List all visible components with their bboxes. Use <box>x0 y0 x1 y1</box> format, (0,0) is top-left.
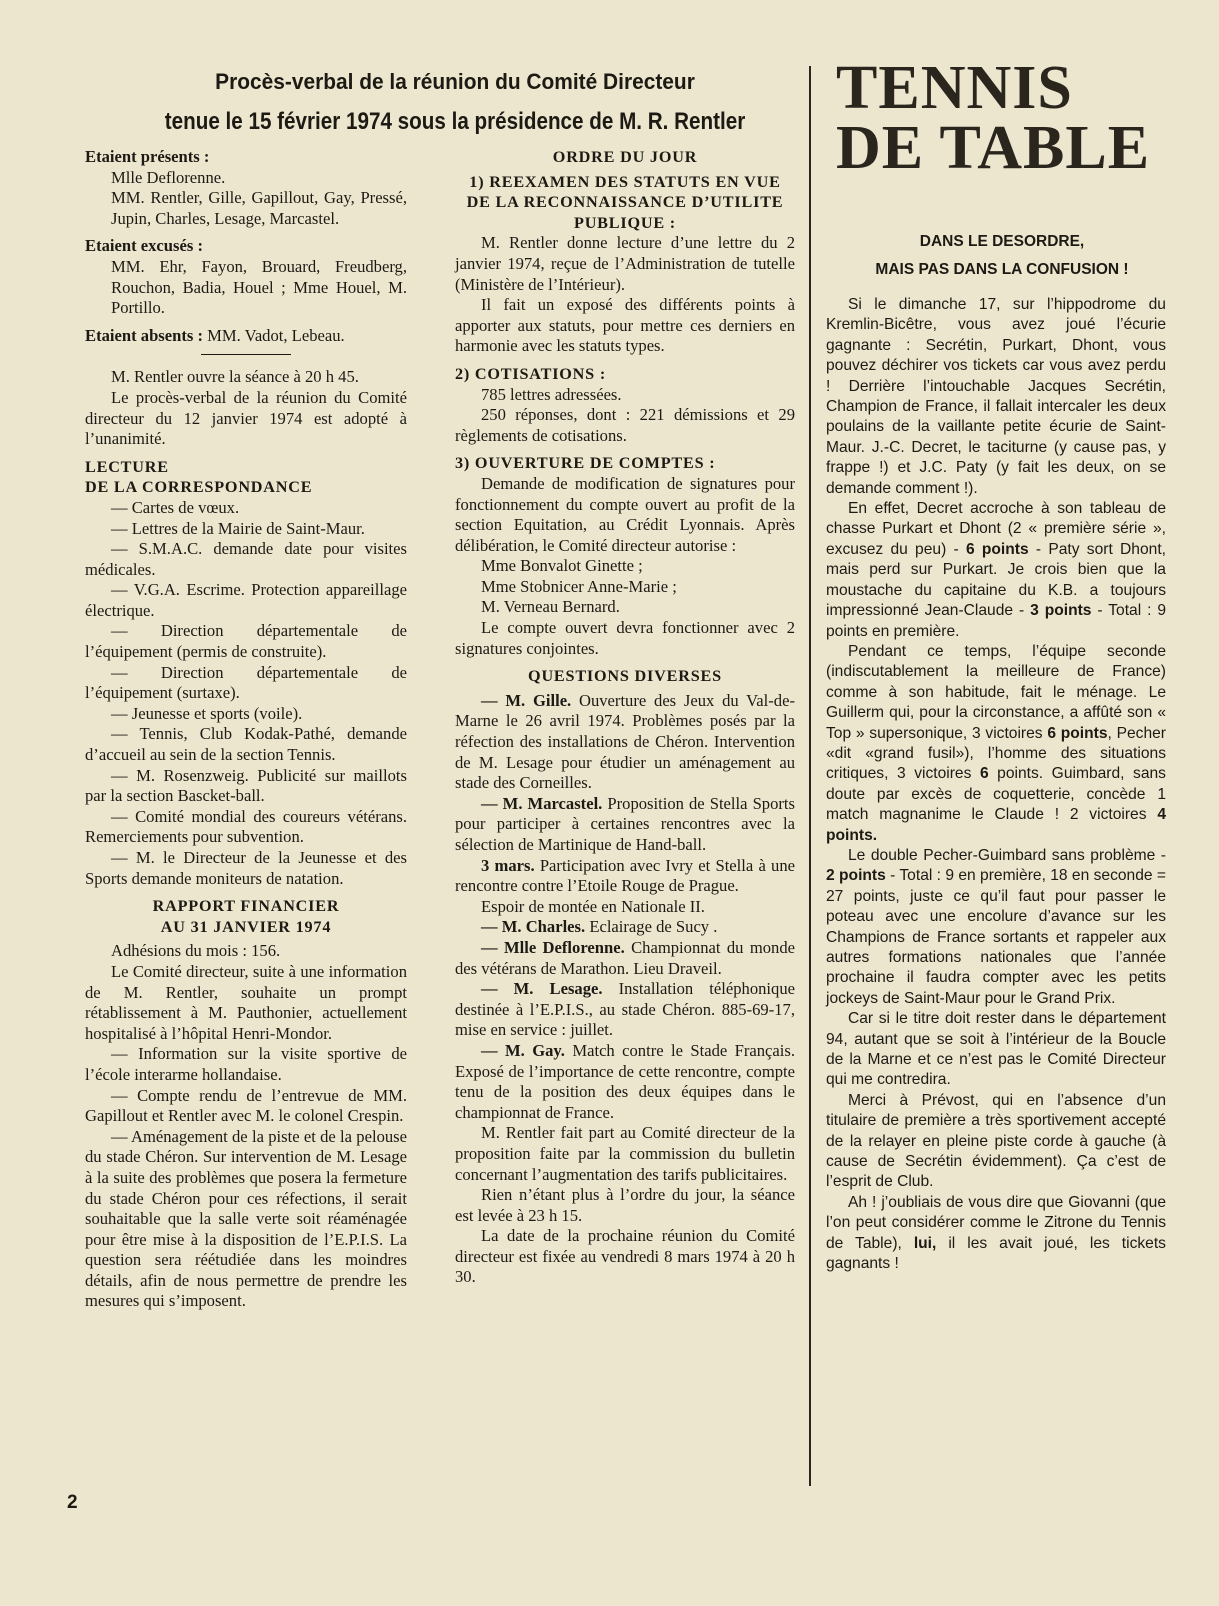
q-marcastel-name: — M. Marcastel. <box>481 793 603 813</box>
fin-item: Le Comité directeur, suite à une information de M. Rentler, souhaite un prompt rétablissement à M. Pauthonier, actuellement hospitalisé à l’hôpital Henri-Mondor. <box>85 961 407 1043</box>
fin-item: — Information sur la visite sportive de l’école interarme hollandaise. <box>85 1044 407 1084</box>
tt-p7-bold: lui, <box>913 1234 937 1252</box>
tt-p3-text: points. Guimbard, sans doute par excès de coquetterie, concède 1 match magnanime le Claude ! 2 victoires <box>826 765 1166 824</box>
tt-p2-bold: 3 points <box>1030 602 1092 620</box>
tt-p3-bold: 6 <box>979 765 989 783</box>
item1-heading: 1) REEXAMEN DES STATUTS EN VUE DE LA RECONNAISSANCE D’UTILITE PUBLIQUE : <box>466 172 784 232</box>
item3-name: Mme Bonvalot Ginette ; <box>481 556 643 576</box>
page-number: 2 <box>67 1492 78 1513</box>
q-marcastel-text: Proposition de Stella Sports pour participer à certaines rencontres avec la sélection de Martinique de Hand-ball. <box>455 793 795 854</box>
tt-p6: Merci à Prévost, qui en l’absence d’un titulaire de première a très sportivement accepté de la relayer en pleine piste corde à gauche (à cause de Secrétin évidemment). Ça c’est de l’esprit de Club. <box>826 1091 1166 1191</box>
q-mars-name: 3 mars. <box>481 855 535 875</box>
tt-p3-text: Pendant ce temps, l’équipe seconde (indiscutablement la meilleure de France) comme à son habitude, fait le ménage. Le Guillerm qui, pour la circonstance, a affûté son « Top » supersonique, 3 victoires <box>826 642 1166 742</box>
tt-p4 <box>826 846 1166 1009</box>
minutes-title-line2: tenue le 15 février 1974 sous la présidence de M. R. Rentler <box>164 108 746 135</box>
tennis-subtitle-line1: DANS LE DESORDRE, <box>919 233 1085 250</box>
item2-p1: 785 lettres adressées. <box>481 384 622 404</box>
corr-item: — S.M.A.C. demande date pour visites médicales. <box>85 539 407 579</box>
corr-item: — Lettres de la Mairie de Saint-Maur. <box>111 518 365 538</box>
tt-p2-bold: 6 points <box>965 540 1029 558</box>
closing-3: La date de la prochaine réunion du Comité directeur est fixée au vendredi 8 mars 1974 à 20 h 30. <box>455 1226 795 1287</box>
q-gay-name: — M. Gay. <box>481 1040 565 1060</box>
opening-2: Le procès-verbal de la réunion du Comité directeur du 12 janvier 1974 est adopté à l’unanimité. <box>85 387 407 449</box>
corr-item: — Direction départementale de l’équipement (permis de construite). <box>85 621 407 662</box>
tt-p1: Si le dimanche 17, sur l’hippodrome du Kremlin-Bicêtre, vous avez joué l’écurie gagnante : Secrétin, Purkart, Dhont, vous pouvez déchirer vos tickets car vous avez perdu ! Derrière l’intouchable Jacques Secrétin, Champion de France, il fallait intercaler les deux poulains de la vaillante petite écurie de Saint-Maur. J.-C. Decret, le taciturne (y cause pas, y frappe !) et J.C. Paty (y fait les deux, on se demande comment !). <box>826 296 1166 497</box>
item3-name: M. Verneau Bernard. <box>481 597 620 617</box>
minutes-title <box>90 62 820 142</box>
corr-item: — Jeunesse et sports (voile). <box>111 703 303 723</box>
corr-item: — Cartes de vœux. <box>111 497 240 517</box>
tt-p3-bold: 4 points. <box>826 806 1166 844</box>
lecture-heading-1: LECTURE <box>85 457 169 476</box>
column-3 <box>826 295 1166 1275</box>
questions-diverses-heading: QUESTIONS DIVERSES <box>528 667 722 686</box>
fin-item: — Aménagement de la piste et de la pelouse du stade Chéron. Sur intervention de M. Lesage à la suite des problèmes que posera la fermeture du stade Chéron pour ces réfections, il serait souhaitable que la salle verte soit réaménagée pour être mise à la disposition de l’E.P.I.S. La question sera réétudiée dans les moindres détails, afin de nous permettre de prendre les mesures qui s’imposent. <box>85 1126 407 1311</box>
corr-item: — Direction départementale de l’équipement (surtaxe). <box>85 662 407 703</box>
corr-item: — Tennis, Club Kodak-Pathé, demande d’accueil au sein de la section Tennis. <box>85 724 407 765</box>
q-marcastel <box>455 794 795 856</box>
tt-p3-bold: 6 points <box>1047 724 1108 742</box>
tt-p7-text: Ah ! j’oubliais de vous dire que Giovanni (que l’on peut considérer comme le Zitrone du Tennis de Table), <box>826 1193 1166 1252</box>
corr-item: — Comité mondial des coureurs vétérans. Remerciements pour subvention. <box>85 806 407 847</box>
item3-p1: Demande de modification de signatures pour fonctionnement du compte ouvert au profit de la section Equitation, au Crédit Lyonnais. Après délibération, le Comité directeur autorise : <box>455 473 795 555</box>
item3-p2: Le compte ouvert devra fonctionner avec 2 signatures conjointes. <box>455 618 795 658</box>
fin-item: Adhésions du mois : 156. <box>111 941 281 961</box>
item2-heading: 2) COTISATIONS : <box>455 364 607 383</box>
column-1 <box>85 147 407 1312</box>
absents-label: Etaient absents : <box>85 325 204 345</box>
corr-item: — V.G.A. Escrime. Protection appareillage électrique. <box>85 580 407 620</box>
tt-p3-text: , Pecher «dit «grand fusil»), l’homme des situations critiques, 3 victoires <box>826 724 1166 783</box>
ordre-du-jour-heading: ORDRE DU JOUR <box>552 148 698 166</box>
q-gille-text: Ouverture des Jeux du Val-de-Marne le 26 avril 1974. Problèmes posés par la réfection des installations de Chéron. Intervention de M. Lesage pour étudier un aménagement au stade des Corneilles. <box>455 690 795 793</box>
corr-item: — M. Rosenzweig. Publicité sur maillots par la section Bascket-ball. <box>85 765 407 806</box>
q-gay <box>455 1041 795 1123</box>
q-mars-text: Participation avec Ivry et Stella à une rencontre contre l’Etoile Rouge de Prague. <box>455 855 795 896</box>
q-lesage-name: — M. Lesage. <box>481 979 603 999</box>
tt-p2 <box>826 499 1166 642</box>
tennis-subtitle-line2: MAIS PAS DANS LA CONFUSION ! <box>875 261 1129 278</box>
tt-p4-bold: 2 points <box>826 867 886 885</box>
item3-name: Mme Stobnicer Anne-Marie ; <box>481 576 677 596</box>
minutes-title-line1: Procès-verbal de la réunion du Comité Directeur <box>215 69 695 94</box>
q-espoir: Espoir de montée en Nationale II. <box>481 896 705 916</box>
q-charles <box>455 917 795 938</box>
divider-rule <box>201 354 291 355</box>
tt-p5: Car si le titre doit rester dans le département 94, autant que se soit à l’intérieur de la Boucle de la Marne et ce n’est pas le Comité Directeur qui me contredira. <box>826 1010 1166 1089</box>
tt-p4-text: - Total : 9 en première, 18 en seconde = 27 points, juste ce qu’il faut pour passer le poteau avec une encolure d’avance sur les Champions de France sortants et rappeler aux autres formations nationales que l’année prochaine il faudra compter avec les petits jockeys de Saint-Maur pour le Grand Prix. <box>826 867 1167 1007</box>
fin-item: — Compte rendu de l’entrevue de MM. Gapillout et Rentler avec M. le colonel Crespin. <box>85 1085 407 1126</box>
tt-p2-text: - Paty sort Dhont, mais perd sur Purkart. Je crois bien que la moustache du capitaine du K.B. a toujours impressionné Jean-Claude - <box>826 540 1166 620</box>
closing-2: Rien n’étant plus à l’ordre du jour, la séance est levée à 23 h 15. <box>455 1185 795 1225</box>
item1-p2: Il fait un exposé des différents points à apporter aux statuts, pour mettre ces derniers en harmonie avec les statuts types. <box>455 295 795 356</box>
tennis-subtitle <box>836 228 1168 284</box>
opening-1: M. Rentler ouvre la séance à 20 h 45. <box>111 367 359 387</box>
q-gille <box>455 691 795 794</box>
q-gille-name: — M. Gille. <box>481 690 572 710</box>
q-charles-text: Eclairage de Sucy . <box>585 917 718 937</box>
q-gay-text: Match contre le Stade Français. Exposé de l’importance de cette rencontre, compte tenu de la position des deux équipes dans le championnat de France. <box>455 1040 795 1122</box>
absents-names: MM. Vadot, Lebeau. <box>207 325 345 345</box>
column-divider <box>809 66 811 1486</box>
item1-p1: M. Rentler donne lecture d’une lettre du 2 janvier 1974, reçue de l’Administration de tutelle (Ministère de l’Intérieur). <box>455 233 795 294</box>
tt-p7 <box>826 1193 1166 1275</box>
q-deflorenne-text: Championnat du monde des vétérans de Marathon. Lieu Draveil. <box>455 937 795 978</box>
excuses-label: Etaient excusés : <box>85 236 203 256</box>
presents-label: Etaient présents : <box>85 147 210 166</box>
tt-p2-text: En effet, Decret accroche à son tableau de chasse Purkart et Dhont (2 « première série », excusez du peu) - <box>826 500 1166 558</box>
q-deflorenne <box>455 938 795 979</box>
item3-heading: 3) OUVERTURE DE COMPTES : <box>455 454 716 473</box>
column-2 <box>455 147 795 1288</box>
item2-p2: 250 réponses, dont : 221 démissions et 29 règlements de cotisations. <box>455 405 795 445</box>
closing-1: M. Rentler fait part au Comité directeur de la proposition faite par la commission du bulletin concernant l’augmentation des tarifs publicitaires. <box>455 1123 795 1184</box>
lecture-heading-2: DE LA CORRESPONDANCE <box>85 478 313 497</box>
absents-line <box>85 326 407 347</box>
tt-p7-text: il les avait joué, les tickets gagnants ! <box>826 1234 1166 1273</box>
q-deflorenne-name: — Mlle Deflorenne. <box>481 937 625 957</box>
presents-1: Mlle Deflorenne. <box>111 167 226 187</box>
tt-p3 <box>826 642 1166 846</box>
rapport-heading-2: AU 31 JANVIER 1974 <box>160 917 332 936</box>
presents-2: MM. Rentler, Gille, Gapillout, Gay, Pressé, Jupin, Charles, Lesage, Marcastel. <box>111 188 407 228</box>
rapport-heading-1: RAPPORT FINANCIER <box>152 897 340 916</box>
tennis-title-line2: DE TABLE <box>836 114 1151 182</box>
tt-p2-text: - Total : 9 points en première. <box>826 602 1167 640</box>
q-mars <box>455 856 795 897</box>
tennis-title <box>836 54 1196 182</box>
tennis-title-line1: TENNIS <box>836 54 1073 122</box>
tt-p4-text: Le double Pecher-Guimbard sans problème - <box>848 846 1166 864</box>
q-lesage-text: Installation téléphonique destinée à l’E.P.I.S., au stade Chéron. 885-69-17, mise en service : juillet. <box>455 979 795 1040</box>
q-charles-name: — M. Charles. <box>481 917 586 937</box>
q-lesage <box>455 979 795 1041</box>
excuses-1: MM. Ehr, Fayon, Brouard, Freudberg, Rouchon, Badia, Houel ; Mme Houel, M. Portillo. <box>111 256 407 318</box>
corr-item: — M. le Directeur de la Jeunesse et des Sports demande moniteurs de natation. <box>85 848 407 888</box>
